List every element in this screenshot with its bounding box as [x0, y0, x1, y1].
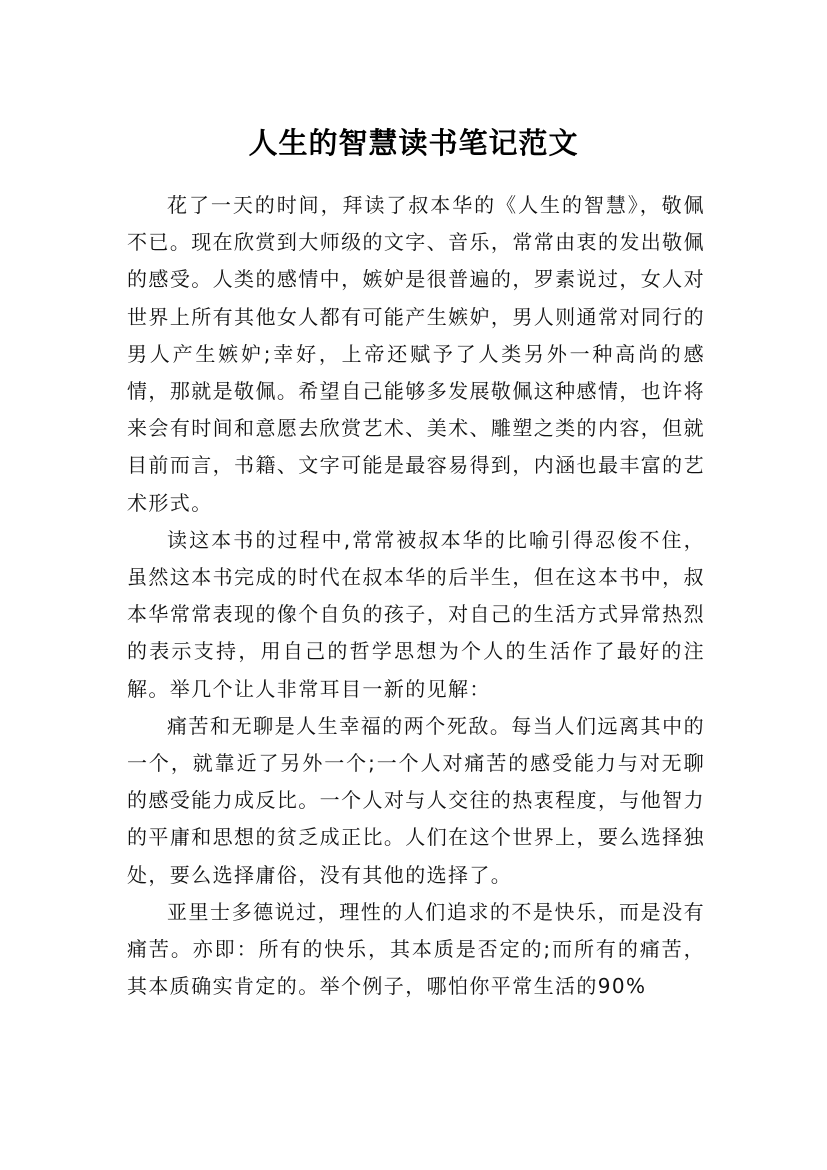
paragraph-1: 花了一天的时间，拜读了叔本华的《人生的智慧》，敬佩不已。现在欣赏到大师级的文字、音乐，常常由衷的发出敬佩的感受。人类的感情中，嫉妒是很普遍的，罗素说过，女人对世界上所有其他女人都有可能产生嫉妒，男人则通常对同行的男人产生嫉妒;幸好，上帝还赋予了人类另外一种高尚的感情，那就是敬佩。希望自己能够多发展敬佩这种感情，也许将来会有时间和意愿去欣赏艺术、美术、雕塑之类的内容，但就目前而言，书籍、文字可能是最容易得到，内涵也最丰富的艺术形式。 [127, 193, 705, 515]
paragraph-4: 亚里士多德说过，理性的人们追求的不是快乐，而是没有痛苦。亦即：所有的快乐，其本质是否定的;而所有的痛苦，其本质确实肯定的。举个例子，哪怕你平常生活的90% [127, 899, 705, 999]
document-body [127, 187, 705, 1005]
document-title: 人生的智慧读书笔记范文 [248, 126, 579, 161]
paragraph-2: 读这本书的过程中,常常被叔本华的比喻引得忍俊不住，虽然这本书完成的时代在叔本华的后半生，但在这本书中，叔本华常常表现的像个自负的孩子，对自己的生活方式异常热烈的表示支持，用自己的哲学思想为个人的生活作了最好的注解。举几个让人非常耳目一新的见解： [127, 527, 705, 701]
paragraph-3: 痛苦和无聊是人生幸福的两个死敌。每当人们远离其中的一个，就靠近了另外一个;一个人对痛苦的感受能力与对无聊的感受能力成反比。一个人对与人交往的热衷程度，与他智力的平庸和思想的贫乏成正比。人们在这个世界上，要么选择独处，要么选择庸俗，没有其他的选择了。 [127, 713, 705, 887]
